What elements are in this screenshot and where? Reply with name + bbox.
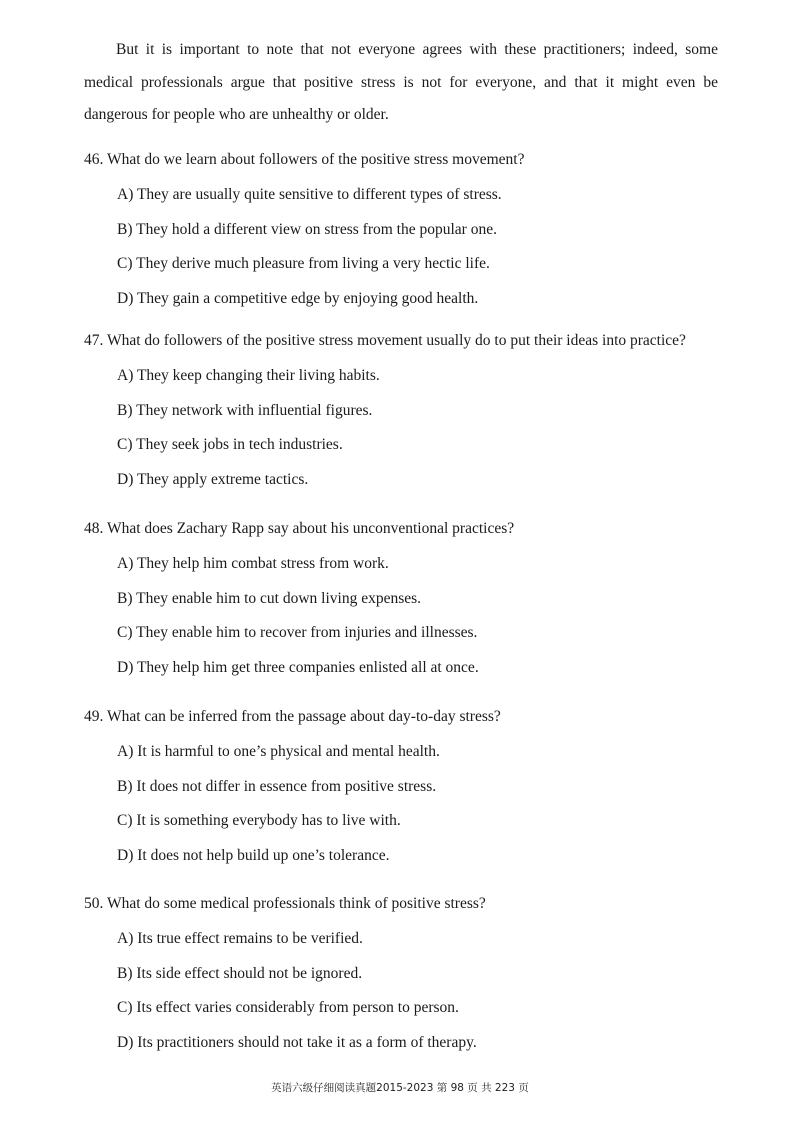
option-d: D) Its practitioners should not take it as a form of therapy. — [117, 1033, 477, 1051]
question-stem: 47. What do followers of the positive stress movement usually do to put their ideas into practice? — [84, 332, 686, 349]
intro-paragraph: But it is important to note that not everyone agrees with these practitioners; indeed, some medical professionals argue that positive stress is not for everyone, and that it might even be dangerous for people who are unhealthy or older. — [84, 41, 718, 123]
option-d: D) They apply extreme tactics. — [117, 470, 309, 488]
question-stem: 46. What do we learn about followers of the positive stress movement? — [84, 151, 525, 168]
option-b: B) It does not differ in essence from positive stress. — [117, 777, 437, 795]
page-footer: 英语六级仔细阅读真题2015-2023 第 98 页 共 223 页 — [271, 1082, 529, 1094]
option-b: B) They enable him to cut down living expenses. — [117, 589, 422, 607]
option-b: B) They hold a different view on stress from the popular one. — [117, 220, 497, 238]
option-c: C) They seek jobs in tech industries. — [117, 436, 343, 453]
option-b: B) They network with influential figures. — [117, 401, 373, 419]
question-47 — [84, 331, 744, 490]
option-c: C) They derive much pleasure from living a very hectic life. — [117, 255, 490, 272]
option-d: D) They help him get three companies enlisted all at once. — [117, 658, 479, 676]
option-list — [84, 929, 744, 1053]
question-stem: 49. What can be inferred from the passage about day-to-day stress? — [84, 708, 501, 725]
option-a: A) It is harmful to one’s physical and mental health. — [117, 743, 440, 760]
option-a: A) They are usually quite sensitive to different types of stress. — [117, 186, 502, 203]
option-a: A) They keep changing their living habits. — [117, 367, 380, 384]
question-50 — [84, 894, 744, 1053]
option-list — [84, 554, 744, 678]
option-list — [84, 185, 744, 309]
option-d: D) It does not help build up one’s tolerance. — [117, 846, 390, 864]
option-b: B) Its side effect should not be ignored. — [117, 964, 363, 982]
option-a: A) They help him combat stress from work. — [117, 555, 389, 572]
question-49 — [84, 707, 744, 866]
option-a: A) Its true effect remains to be verified. — [117, 930, 363, 947]
question-stem: 48. What does Zachary Rapp say about his unconventional practices? — [84, 520, 515, 537]
option-list — [84, 742, 744, 866]
question-48 — [84, 519, 744, 678]
question-46 — [84, 150, 744, 309]
option-list — [84, 366, 744, 490]
question-stem: 50. What do some medical professionals think of positive stress? — [84, 895, 486, 912]
option-c: C) It is something everybody has to live with. — [117, 812, 401, 829]
option-d: D) They gain a competitive edge by enjoying good health. — [117, 289, 479, 307]
option-c: C) Its effect varies considerably from person to person. — [117, 999, 459, 1016]
option-c: C) They enable him to recover from injuries and illnesses. — [117, 624, 478, 641]
